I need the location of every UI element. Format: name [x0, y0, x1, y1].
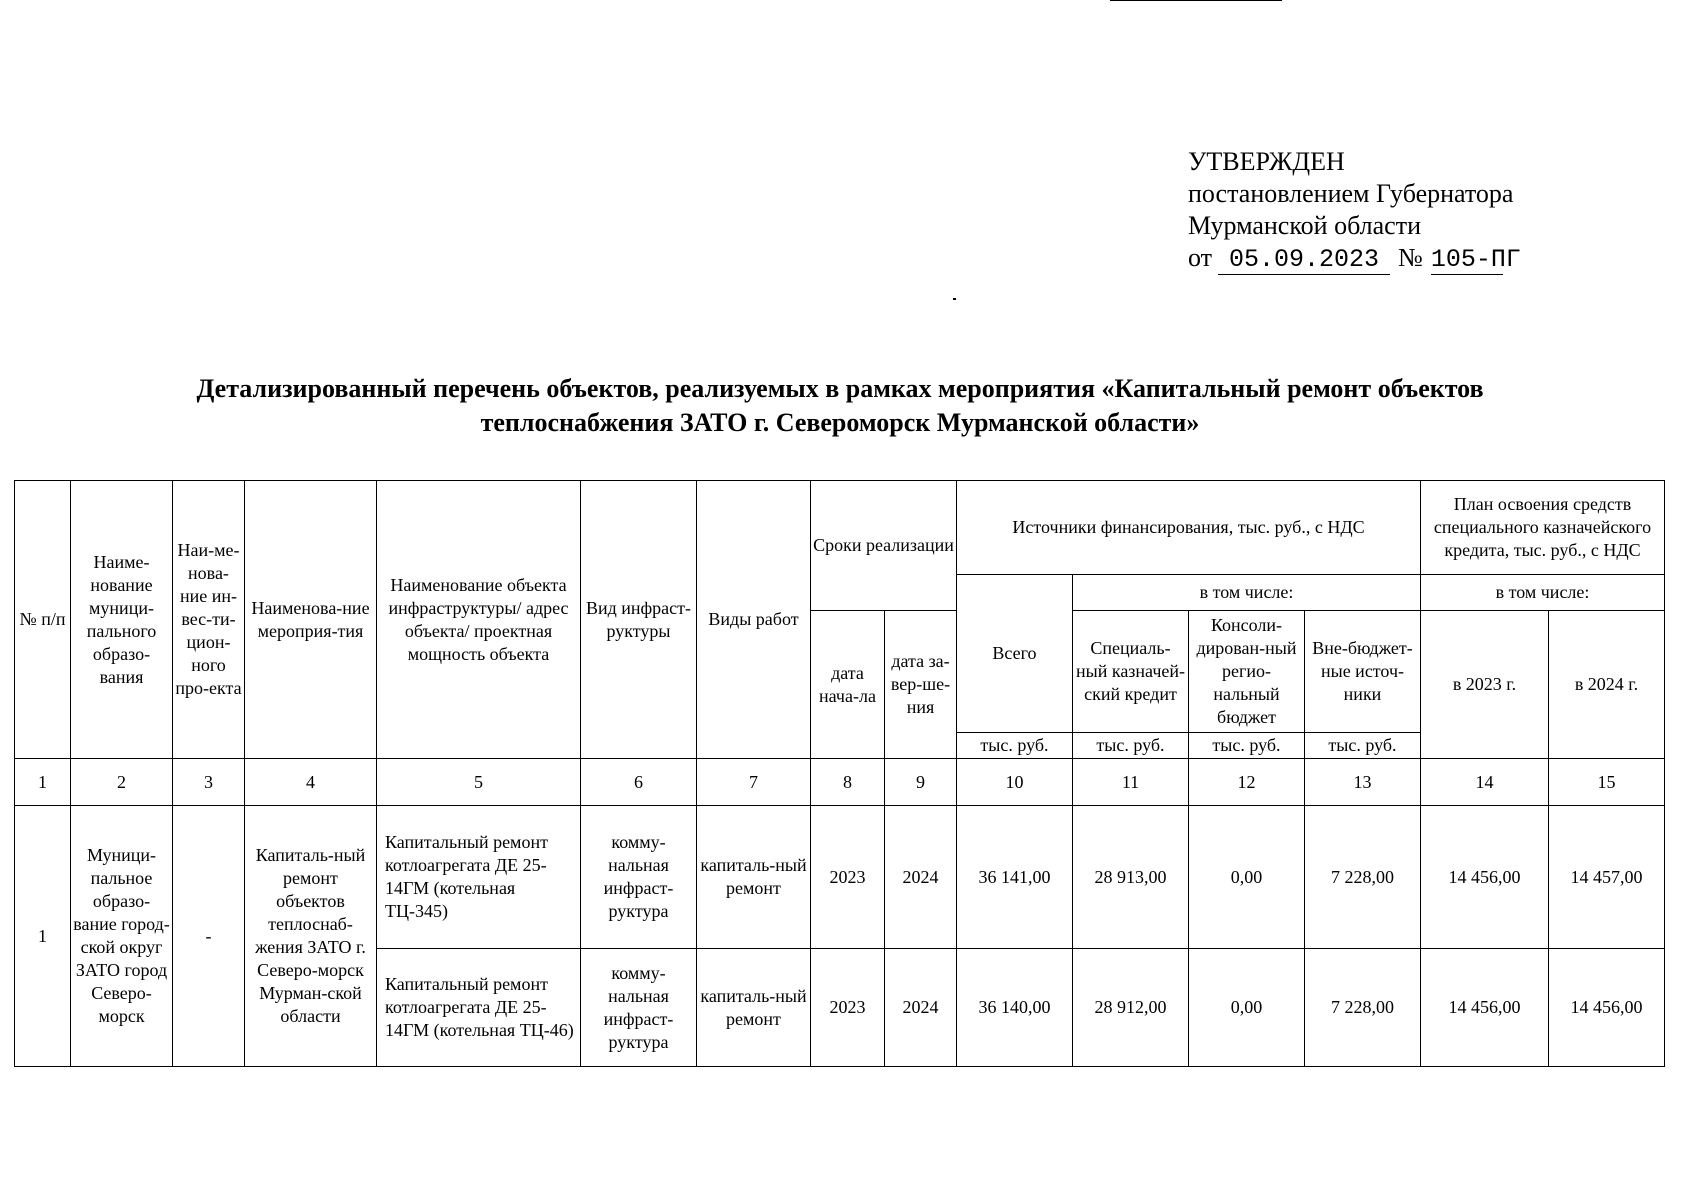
- approval-from-label: от: [1188, 243, 1213, 272]
- works-cell: капиталь-ный ремонт: [697, 806, 811, 949]
- col-number: 13: [1305, 759, 1421, 806]
- approval-region: Мурманской области: [1188, 211, 1421, 240]
- header-year-2024: в 2024 г.: [1549, 611, 1665, 759]
- header-regional-budget: Консоли-дирован-ный регио-нальный бюджет: [1189, 611, 1305, 733]
- header-num: № п/п: [15, 481, 71, 759]
- header-treasury-credit: Специаль-ный казначей-ский кредит: [1073, 611, 1189, 733]
- header-including-sources: в том числе:: [1073, 575, 1421, 611]
- year-2024-cell: 14 456,00: [1549, 949, 1665, 1067]
- objects-table: [14, 480, 1665, 1067]
- start-cell: 2023: [811, 806, 885, 949]
- document-title-line2: теплоснабжения ЗАТО г. Североморск Мурманской области»: [480, 408, 1200, 437]
- column-number-row: [15, 759, 1665, 806]
- col-number: 12: [1189, 759, 1305, 806]
- header-end-date: дата за-вер-ше-ния: [885, 611, 957, 759]
- col-number: 7: [697, 759, 811, 806]
- header-terms: Сроки реализации: [811, 481, 957, 611]
- end-cell: 2024: [885, 949, 957, 1067]
- table-row: [15, 806, 1665, 949]
- row-number: 1: [15, 806, 71, 1067]
- col-number: 11: [1073, 759, 1189, 806]
- header-object: Наименование объекта инфраструктуры/ адрес объекта/ проектная мощность объекта: [377, 481, 581, 759]
- header-including-plan: в том числе:: [1421, 575, 1665, 611]
- header-extra-budget: Вне-бюджет-ные источ-ники: [1305, 611, 1421, 733]
- col-number: 6: [581, 759, 697, 806]
- unit-total: тыс. руб.: [957, 733, 1073, 759]
- col-number: 14: [1421, 759, 1549, 806]
- approval-heading: УТВЕРЖДЕН: [1188, 147, 1345, 176]
- header-measure: Наименова-ние мероприя-тия: [245, 481, 377, 759]
- col-number: 2: [71, 759, 173, 806]
- unit-extra: тыс. руб.: [1305, 733, 1421, 759]
- year-2024-cell: 14 457,00: [1549, 806, 1665, 949]
- header-infra-type: Вид инфраст-руктуры: [581, 481, 697, 759]
- unit-treasury: тыс. руб.: [1073, 733, 1189, 759]
- infra-cell: комму-нальная инфраст-руктура: [581, 806, 697, 949]
- approval-date-line: [1188, 242, 1521, 275]
- approval-by: постановлением Губернатора: [1188, 179, 1514, 208]
- header-start-date: дата нача-ла: [811, 611, 885, 759]
- scan-line-top: [1110, 0, 1282, 1]
- total-cell: 36 141,00: [957, 806, 1073, 949]
- scan-dot: [953, 298, 956, 300]
- document-title: [60, 372, 1620, 440]
- infra-cell: комму-нальная инфраст-руктура: [581, 949, 697, 1067]
- col-number: 5: [377, 759, 581, 806]
- col-number: 3: [173, 759, 245, 806]
- municipality-cell: Муници-пальное образо-вание город-ской округ ЗАТО город Северо-морск: [71, 806, 173, 1067]
- approval-number: 105-ПГ: [1430, 245, 1521, 274]
- approval-date: 05.09.2023: [1218, 246, 1390, 275]
- document-title-line1: Детализированный перечень объектов, реализуемых в рамках мероприятия «Капитальный ремонт объектов: [196, 374, 1484, 403]
- col-number: 9: [885, 759, 957, 806]
- end-cell: 2024: [885, 806, 957, 949]
- total-cell: 36 140,00: [957, 949, 1073, 1067]
- extra-budget-cell: 7 228,00: [1305, 949, 1421, 1067]
- treasury-cell: 28 912,00: [1073, 949, 1189, 1067]
- unit-regional: тыс. руб.: [1189, 733, 1305, 759]
- approval-stamp: [1188, 146, 1521, 275]
- object-cell: Капитальный ремонт котлоагрегата ДЕ 25-14ГМ (котельная ТЦ-46): [377, 949, 581, 1067]
- header-year-2023: в 2023 г.: [1421, 611, 1549, 759]
- project-cell: -: [173, 806, 245, 1067]
- start-cell: 2023: [811, 949, 885, 1067]
- header-project: Наи-ме-нова-ние ин-вес-ти-цион-ного про-екта: [173, 481, 245, 759]
- col-number: 8: [811, 759, 885, 806]
- header-plan: План освоения средств специального казначейского кредита, тыс. руб., с НДС: [1421, 481, 1665, 575]
- col-number: 4: [245, 759, 377, 806]
- approval-number-sign: №: [1398, 243, 1423, 272]
- measure-cell: Капиталь-ный ремонт объектов теплоснаб-жения ЗАТО г. Северо-морск Мурман-ской области: [245, 806, 377, 1067]
- object-cell: Капитальный ремонт котлоагрегата ДЕ 25-14ГМ (котельная ТЦ-345): [377, 806, 581, 949]
- header-total: Всего: [957, 575, 1073, 733]
- treasury-cell: 28 913,00: [1073, 806, 1189, 949]
- regional-cell: 0,00: [1189, 806, 1305, 949]
- works-cell: капиталь-ный ремонт: [697, 949, 811, 1067]
- regional-cell: 0,00: [1189, 949, 1305, 1067]
- header-sources: Источники финансирования, тыс. руб., с НДС: [957, 481, 1421, 575]
- header-work-types: Виды работ: [697, 481, 811, 759]
- year-2023-cell: 14 456,00: [1421, 949, 1549, 1067]
- col-number: 10: [957, 759, 1073, 806]
- year-2023-cell: 14 456,00: [1421, 806, 1549, 949]
- col-number: 1: [15, 759, 71, 806]
- extra-budget-cell: 7 228,00: [1305, 806, 1421, 949]
- col-number: 15: [1549, 759, 1665, 806]
- header-municipality: Наиме-нование муници-пального образо-вания: [71, 481, 173, 759]
